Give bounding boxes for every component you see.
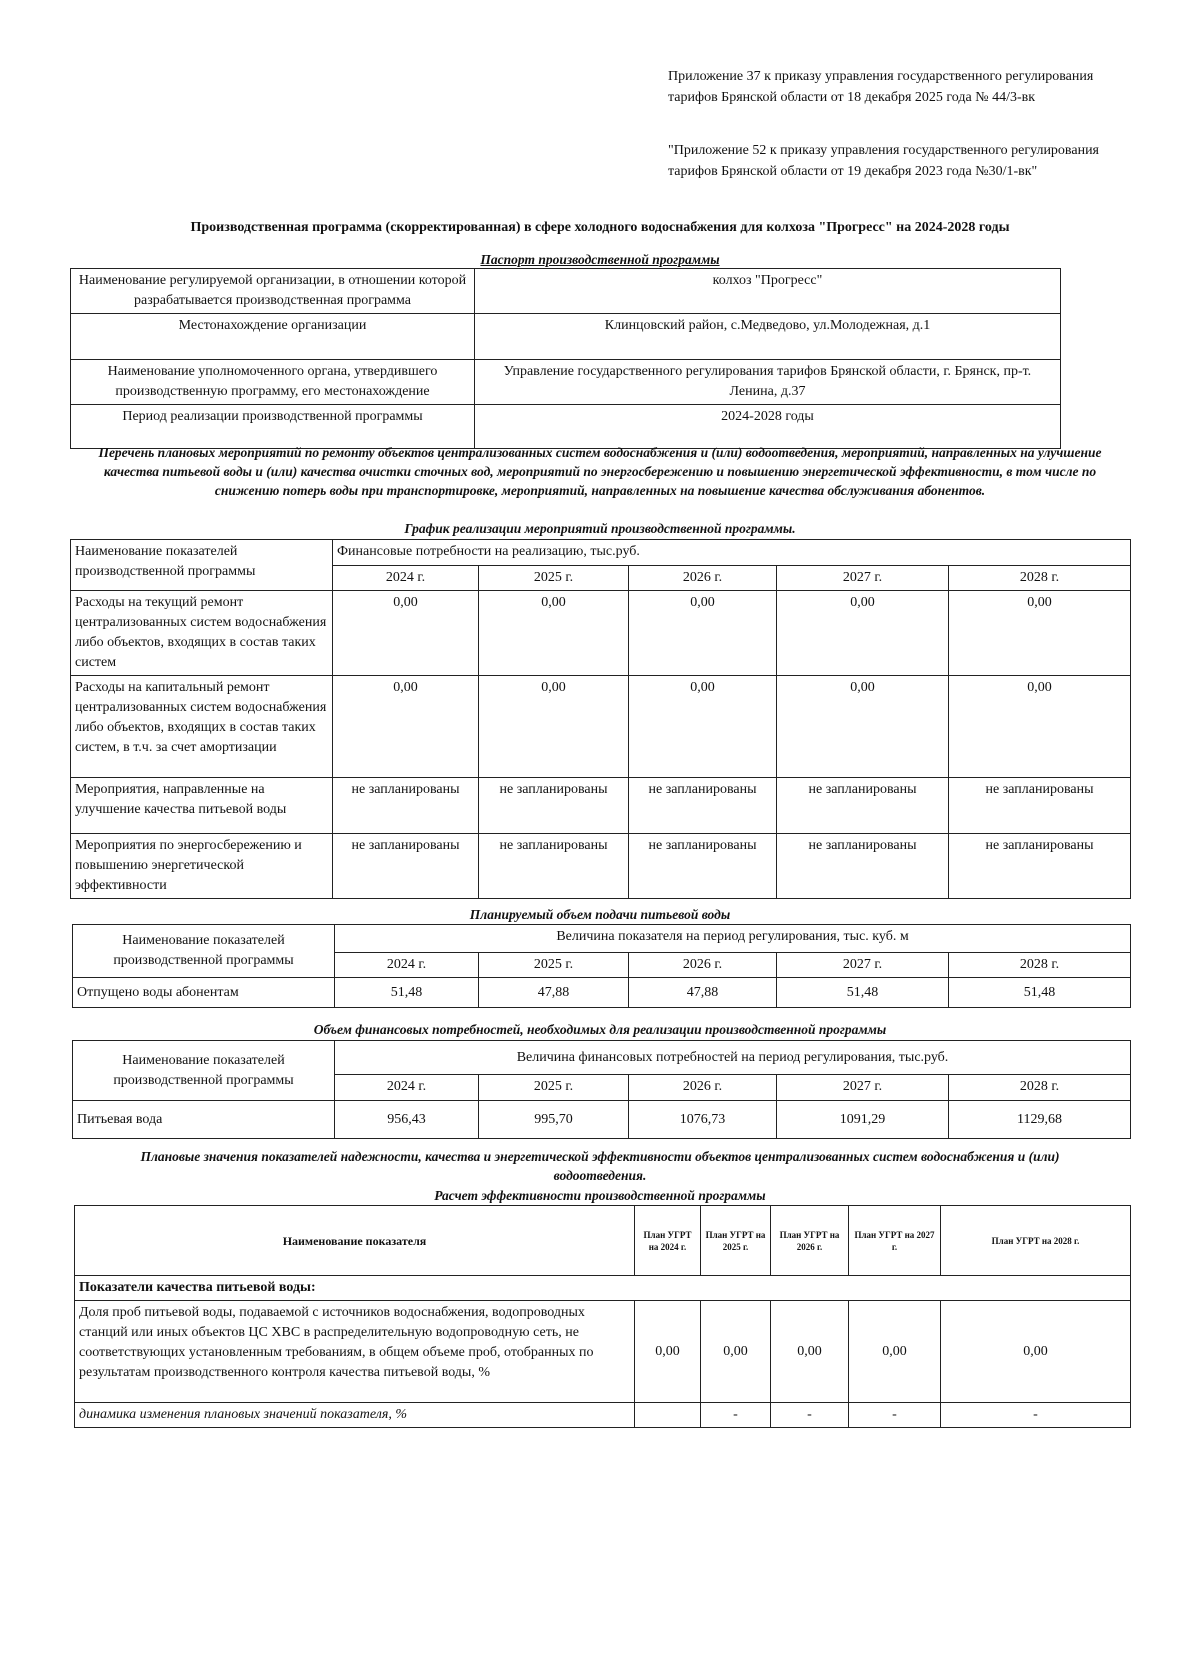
- passport-value: Клинцовский район, с.Медведово, ул.Молодежная, д.1: [475, 314, 1061, 360]
- cell-value: 0,00: [701, 1301, 771, 1403]
- cell-value: 47,88: [629, 978, 777, 1008]
- plan-header: План УГРТ на 2027 г.: [849, 1206, 941, 1276]
- cell-value: 0,00: [771, 1301, 849, 1403]
- cell-value: не запланированы: [479, 834, 629, 899]
- cell-value: не запланированы: [949, 834, 1131, 899]
- cell-value: 51,48: [777, 978, 949, 1008]
- volume-table: [72, 924, 1131, 1008]
- year-header: 2026 г.: [629, 566, 777, 591]
- plan-header: План УГРТ на 2024 г.: [635, 1206, 701, 1276]
- passport-row: [71, 405, 1061, 449]
- page-title: Производственная программа (скорректированная) в сфере холодного водоснабжения для колхоза "Прогресс" на 2024-2028 годы: [190, 220, 1010, 235]
- plan-header: План УГРТ на 2028 г.: [941, 1206, 1131, 1276]
- row-label: Питьевая вода: [73, 1101, 335, 1139]
- passport-caption: [70, 250, 1130, 269]
- cell-value: 0,00: [941, 1301, 1131, 1403]
- year-header: 2026 г.: [629, 1075, 777, 1101]
- volume-caption: Планируемый объем подачи питьевой воды: [469, 907, 731, 922]
- passport-label: Местонахождение организации: [71, 314, 475, 360]
- passport-table: [70, 268, 1061, 449]
- cell-value: не запланированы: [777, 778, 949, 834]
- year-header: 2028 г.: [949, 1075, 1131, 1101]
- passport-value: Управление государственного регулирования тарифов Брянской области, г. Брянск, пр-т. Ленина, д.37: [475, 360, 1061, 405]
- finance-group-header: Величина финансовых потребностей на период регулирования, тыс.руб.: [335, 1041, 1131, 1075]
- cell-value: 0,00: [849, 1301, 941, 1403]
- cell-value: 51,48: [335, 978, 479, 1008]
- measures-caption: Перечень плановых мероприятий по ремонту объектов централизованных систем водоснабжения и (или) водоотведения, мероприятий, направленных на улучшение качества питьевой воды и (или) качества очистки сточных вод, мероприятий по энергосбережению и повышению энергетической эффективности, в том числе по снижению потерь воды при транспортировке, мероприятий, направленных на повышение качества обслуживания абонентов.: [98, 445, 1102, 498]
- cell-value: 995,70: [479, 1101, 629, 1139]
- table-row: [71, 676, 1131, 778]
- cell-value: не запланированы: [629, 778, 777, 834]
- passport-value: 2024-2028 годы: [475, 405, 1061, 449]
- cell-value: 1091,29: [777, 1101, 949, 1139]
- row-label: Отпущено воды абонентам: [73, 978, 335, 1008]
- year-header: 2024 г.: [333, 566, 479, 591]
- schedule-table: [70, 539, 1131, 899]
- schedule-caption: График реализации мероприятий производственной программы.: [404, 521, 796, 536]
- cell-value: 47,88: [479, 978, 629, 1008]
- year-header: 2027 г.: [777, 953, 949, 978]
- finance-col-header: Наименование показателей производственной программы: [73, 1041, 335, 1101]
- table-row: [75, 1403, 1131, 1428]
- cell-value: не запланированы: [333, 834, 479, 899]
- plan-header: План УГРТ на 2026 г.: [771, 1206, 849, 1276]
- year-header: 2027 г.: [777, 566, 949, 591]
- year-header: 2026 г.: [629, 953, 777, 978]
- cell-value: -: [701, 1403, 771, 1428]
- passport-label: Период реализации производственной программы: [71, 405, 475, 449]
- passport-row: [71, 314, 1061, 360]
- passport-row: [71, 269, 1061, 314]
- schedule-group-header: Финансовые потребности на реализацию, тыс.руб.: [333, 540, 1131, 566]
- section-header: Показатели качества питьевой воды:: [75, 1276, 1131, 1301]
- cell-value: 0,00: [479, 591, 629, 676]
- cell-value: не запланированы: [479, 778, 629, 834]
- cell-value: 0,00: [777, 591, 949, 676]
- table-row: [71, 591, 1131, 676]
- year-header: 2024 г.: [335, 1075, 479, 1101]
- indicators-table: [74, 1205, 1131, 1428]
- row-label: Расходы на текущий ремонт централизованных систем водоснабжения либо объектов, входящих в состав таких систем: [71, 591, 333, 676]
- passport-value: колхоз "Прогресс": [475, 269, 1061, 314]
- efficiency-caption: Расчет эффективности производственной программы: [434, 1188, 766, 1203]
- passport-caption-text: Паспорт производственной программы: [480, 252, 720, 267]
- cell-value: не запланированы: [777, 834, 949, 899]
- cell-value: 0,00: [333, 591, 479, 676]
- cell-value: 51,48: [949, 978, 1131, 1008]
- dynamics-label: динамика изменения плановых значений показателя, %: [75, 1403, 635, 1428]
- cell-value: 0,00: [479, 676, 629, 778]
- row-label: Расходы на капитальный ремонт централизованных систем водоснабжения либо объектов, входящих в состав таких систем, в т.ч. за счет амортизации: [71, 676, 333, 778]
- cell-value: 1076,73: [629, 1101, 777, 1139]
- cell-value: -: [849, 1403, 941, 1428]
- cell-value: 1129,68: [949, 1101, 1131, 1139]
- cell-value: 0,00: [629, 591, 777, 676]
- cell-value: не запланированы: [333, 778, 479, 834]
- cell-value: не запланированы: [949, 778, 1131, 834]
- cell-value: -: [771, 1403, 849, 1428]
- cell-value: 0,00: [635, 1301, 701, 1403]
- year-header: 2028 г.: [949, 566, 1131, 591]
- table-row: [71, 834, 1131, 899]
- table-row: [73, 978, 1131, 1008]
- year-header: 2027 г.: [777, 1075, 949, 1101]
- cell-value: 956,43: [335, 1101, 479, 1139]
- year-header: 2025 г.: [479, 566, 629, 591]
- cell-value: [635, 1403, 701, 1428]
- finance-caption: Объем финансовых потребностей, необходимых для реализации производственной программы: [313, 1022, 887, 1037]
- volume-col-header: Наименование показателей производственной программы: [73, 925, 335, 978]
- table-row: [71, 778, 1131, 834]
- year-header: 2025 г.: [479, 1075, 629, 1101]
- cell-value: -: [941, 1403, 1131, 1428]
- plan-header: План УГРТ на 2025 г.: [701, 1206, 771, 1276]
- cell-value: 0,00: [629, 676, 777, 778]
- volume-group-header: Величина показателя на период регулирования, тыс. куб. м: [335, 925, 1131, 953]
- appendix-note-52: "Приложение 52 к приказу управления государственного регулирования тарифов Брянской области от 19 декабря 2023 года №30/1-вк": [668, 143, 1099, 179]
- table-row: [75, 1301, 1131, 1403]
- passport-row: [71, 360, 1061, 405]
- cell-value: 0,00: [949, 676, 1131, 778]
- cell-value: 0,00: [777, 676, 949, 778]
- year-header: 2028 г.: [949, 953, 1131, 978]
- row-label: Доля проб питьевой воды, подаваемой с источников водоснабжения, водопроводных станций или иных объектов ЦС ХВС в распределительную водопроводную сеть, не соответствующих установленным требованиям, в общем объеме проб, отобранных по результатам производственного контроля качества питьевой воды, %: [75, 1301, 635, 1403]
- year-header: 2025 г.: [479, 953, 629, 978]
- finance-table: [72, 1040, 1131, 1139]
- cell-value: 0,00: [333, 676, 479, 778]
- indicators-caption: Плановые значения показателей надежности, качества и энергетической эффективности объектов централизованных систем водоснабжения и (или) водоотведения.: [140, 1149, 1060, 1183]
- passport-label: Наименование регулируемой организации, в отношении которой разрабатывается производственная программа: [71, 269, 475, 314]
- indicator-col-header: Наименование показателя: [75, 1206, 635, 1276]
- cell-value: 0,00: [949, 591, 1131, 676]
- row-label: Мероприятия по энергосбережению и повышению энергетической эффективности: [71, 834, 333, 899]
- cell-value: не запланированы: [629, 834, 777, 899]
- table-row: [73, 1101, 1131, 1139]
- year-header: 2024 г.: [335, 953, 479, 978]
- appendix-note-37: Приложение 37 к приказу управления государственного регулирования тарифов Брянской области от 18 декабря 2025 года № 44/3-вк: [668, 69, 1094, 105]
- row-label: Мероприятия, направленные на улучшение качества питьевой воды: [71, 778, 333, 834]
- passport-label: Наименование уполномоченного органа, утвердившего производственную программу, его местонахождение: [71, 360, 475, 405]
- schedule-col-header: Наименование показателей производственной программы: [71, 540, 333, 591]
